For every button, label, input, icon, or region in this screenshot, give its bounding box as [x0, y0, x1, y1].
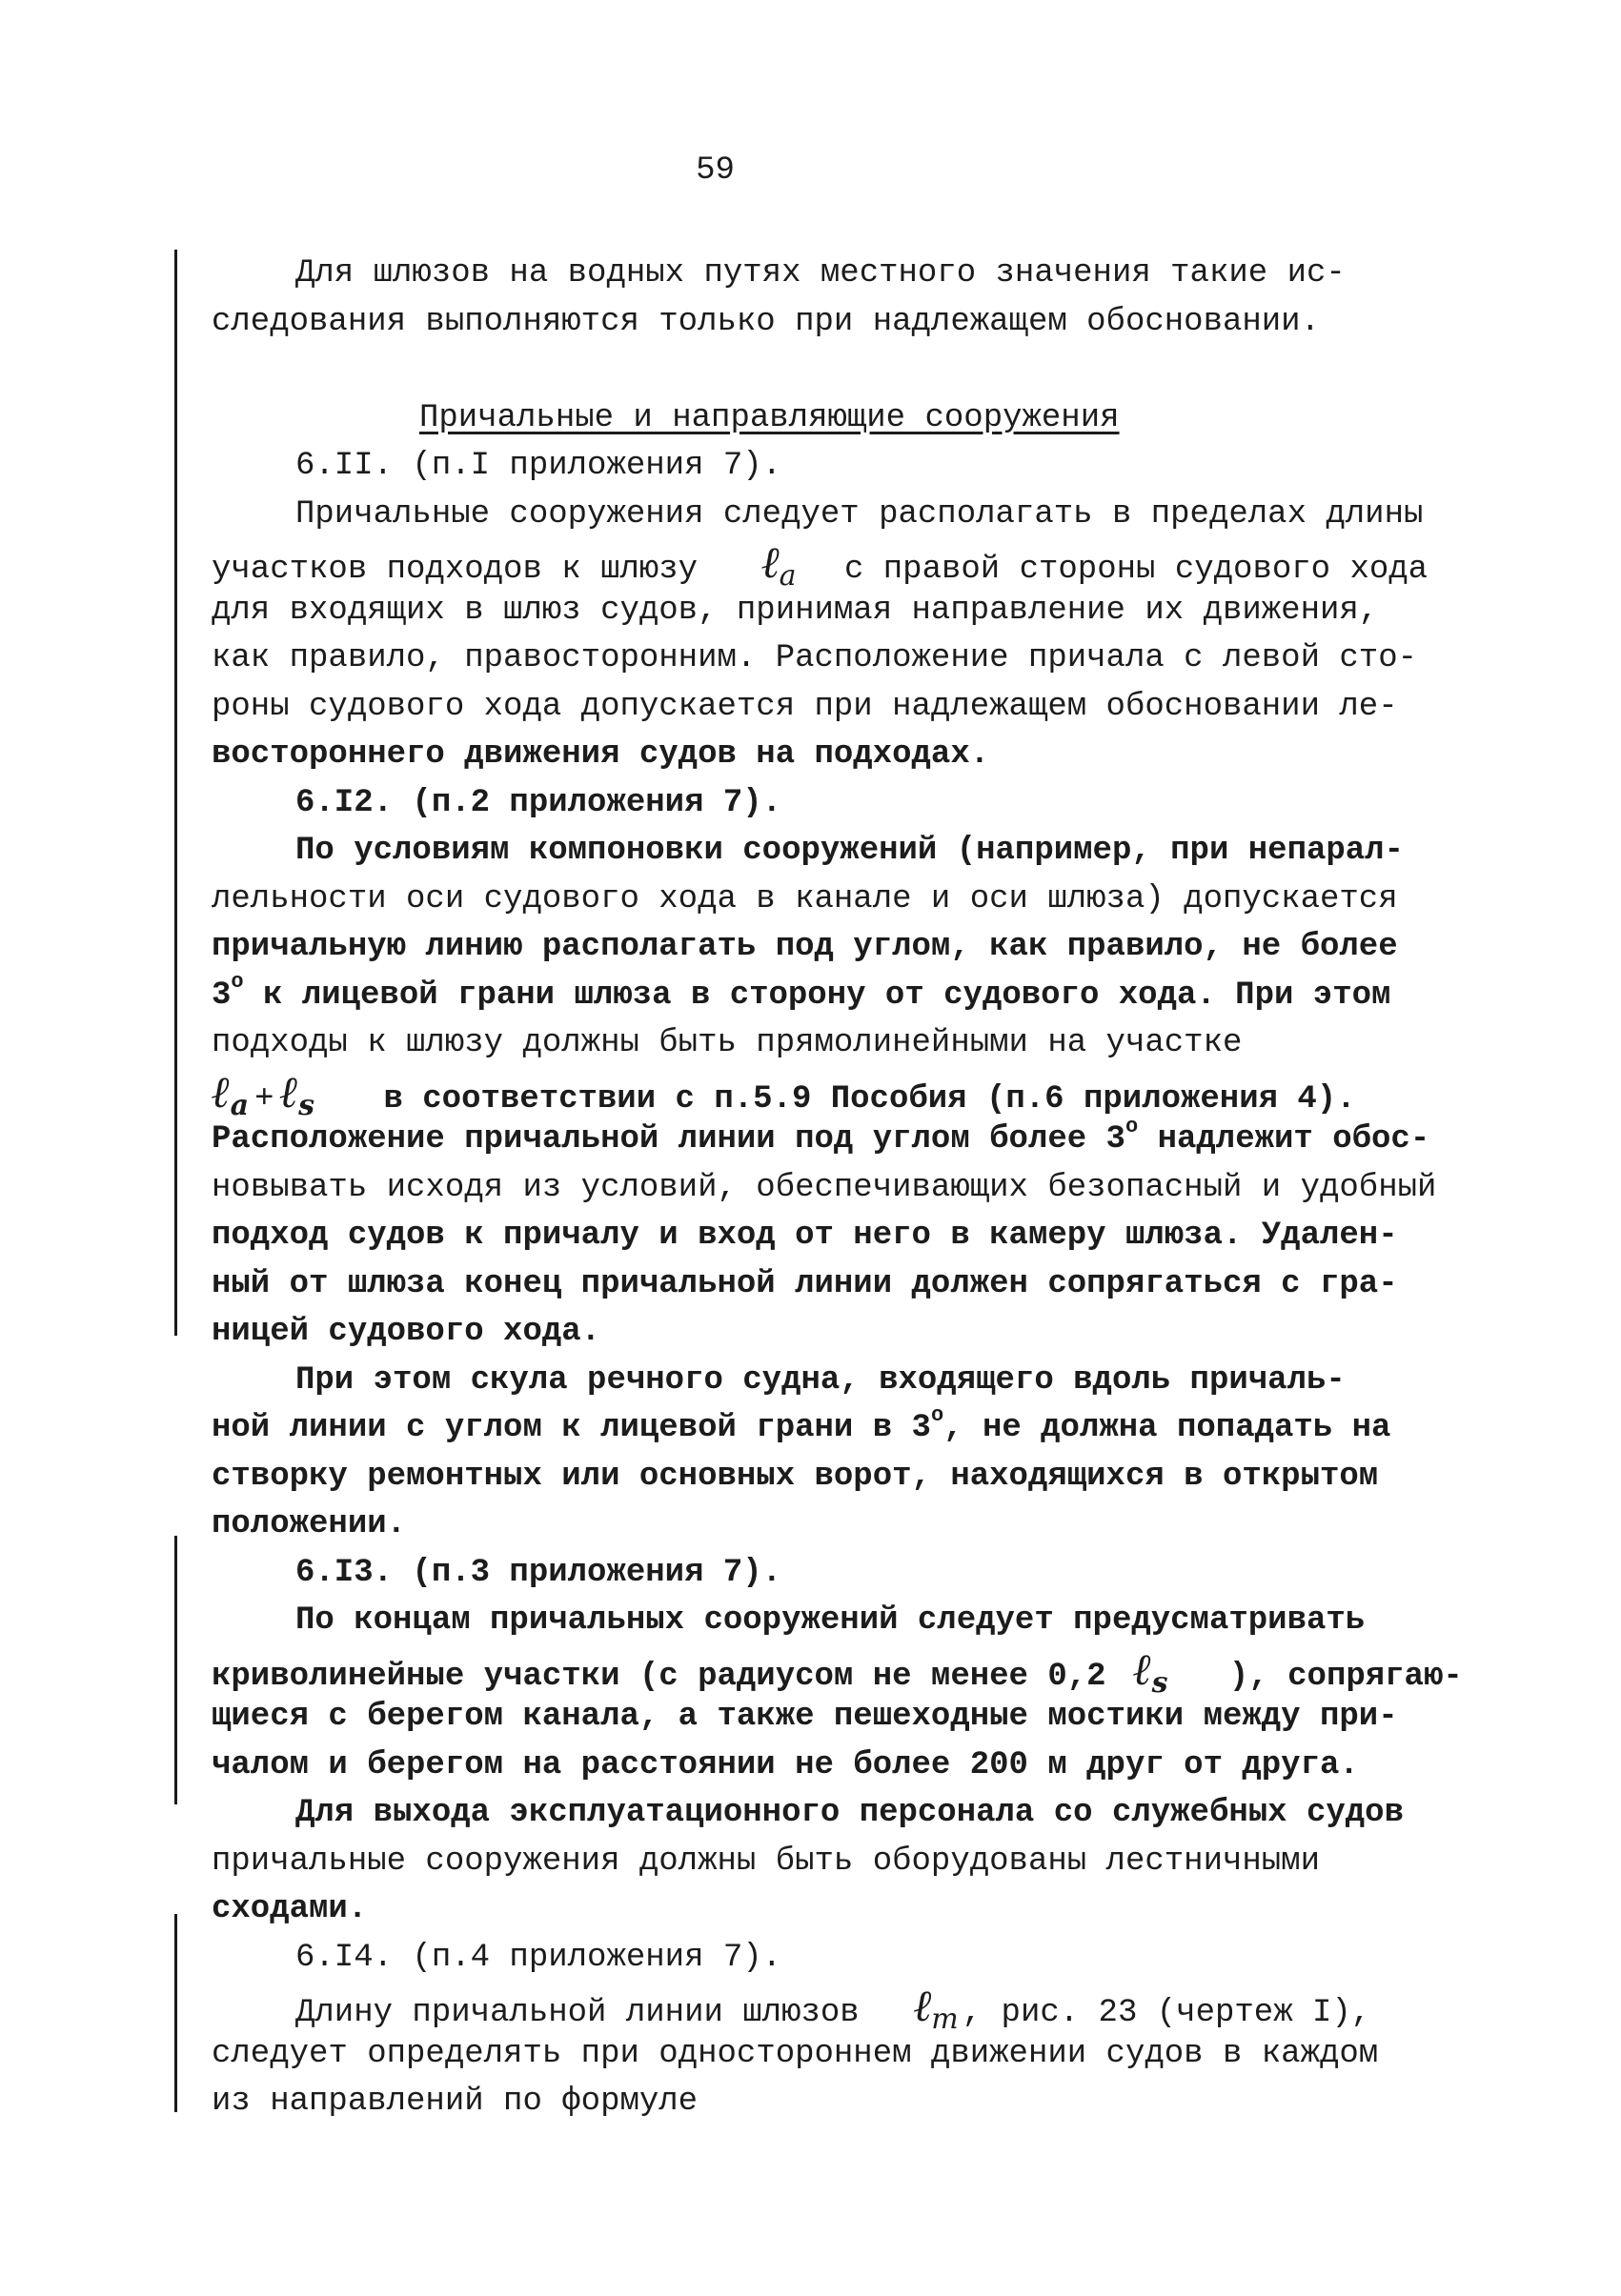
- text-line: подход судов к причалу и вход от него в камеру шлюза. Удален-: [212, 1218, 1398, 1254]
- plus-sign: +: [254, 1080, 274, 1118]
- body-text: [212, 250, 1463, 2126]
- text-fragment: надлежит обос-: [1157, 1121, 1430, 1158]
- text-line: следует определять при одностороннем движении судов в каждом: [212, 2035, 1379, 2072]
- margin-bar-1: [174, 250, 177, 1336]
- clause-heading: 6.I2. (п.2 приложения 7).: [295, 784, 782, 821]
- text-line: [212, 1404, 1450, 1453]
- text-fragment: с правой стороны судового хода: [843, 552, 1429, 588]
- subscript-s: s: [1151, 1665, 1168, 1700]
- text-line: для входящих в шлюз судов, принимая направление их движения,: [212, 592, 1379, 629]
- margin-bar-3: [174, 1914, 177, 2112]
- text-line: створку ремонтных или основных ворот, находящихся в открытом: [212, 1458, 1379, 1495]
- text-fragment: Расположение причальной линии под углом более 3: [212, 1121, 1125, 1158]
- text-line: щиеся с берегом канала, а также пешеходные мостики между при-: [212, 1699, 1398, 1735]
- text-line: из направлений по формуле: [212, 2084, 699, 2120]
- text-line: По условиям компоновки сооружений (например, при непарал-: [295, 833, 1404, 869]
- script-l: ℓ: [1132, 1642, 1152, 1695]
- text-fragment: 3: [212, 977, 232, 1014]
- text-line: По концам причальных сооружений следует предусматривать: [295, 1602, 1366, 1639]
- subscript-a: a: [779, 559, 797, 593]
- blank-line: [212, 346, 1450, 394]
- text-line: положении.: [212, 1506, 407, 1542]
- text-line: Для шлюзов на водных путях местного значения такие ис-: [295, 255, 1346, 292]
- section-heading-line: [212, 394, 1450, 443]
- text-line: [212, 1065, 1450, 1122]
- text-line: Для выхода эксплуатационного персонала со служебных судов: [295, 1795, 1404, 1831]
- text-fragment: ной линии с углом к лицевой грани в 3: [212, 1410, 931, 1446]
- text-line: [212, 536, 1450, 593]
- text-line: [212, 1116, 1450, 1164]
- script-l: ℓ: [760, 536, 780, 588]
- formula-la: [761, 538, 797, 594]
- text-line: как правило, правосторонним. Расположение причала с левой сто-: [212, 640, 1418, 676]
- text-fragment: участков подходов к шлюзу: [212, 552, 699, 588]
- text-line: сходами.: [212, 1891, 368, 1927]
- text-line: чалом и берегом на расстоянии не более 200 м друг от друга.: [212, 1746, 1359, 1783]
- text-line: [212, 1980, 1450, 2036]
- text-fragment: к лицевой грани шлюза в сторону от судового хода. При этом: [263, 977, 1391, 1014]
- text-fragment: ), сопрягаю-: [1228, 1658, 1463, 1695]
- text-line: следования выполняются только при надлежащем обосновании.: [212, 303, 1320, 340]
- script-l: ℓ: [279, 1065, 299, 1118]
- subscript-m: m: [931, 2003, 959, 2036]
- text-line: [212, 972, 1450, 1020]
- text-line: При этом скула речного судна, входящего вдоль причаль-: [295, 1361, 1346, 1399]
- script-l: ℓ: [913, 1980, 932, 2031]
- text-line: ный от шлюза конец причальной линии должен сопрягаться с гра-: [212, 1265, 1398, 1302]
- text-line: причальную линию располагать под углом, как правило, не более: [212, 929, 1398, 965]
- degree-mark: о: [231, 970, 244, 995]
- text-line: причальные сооружения должны быть оборудованы лестничными: [212, 1843, 1320, 1880]
- subscript-s: s: [298, 1088, 315, 1122]
- formula-lm: [913, 1982, 959, 2038]
- text-fragment: криволинейные участки (с радиусом не менее 0,2: [212, 1658, 1106, 1695]
- margin-bar-2: [174, 1536, 177, 1804]
- degree-mark: о: [930, 1402, 944, 1427]
- text-fragment: Длину причальной линии шлюзов: [295, 1995, 860, 2031]
- text-fragment: , не должна попадать на: [943, 1410, 1391, 1446]
- text-fragment: в соответствии с п.5.9 Пособия (п.6 приложения 4).: [383, 1080, 1356, 1118]
- clause-heading: 6.II. (п.I приложения 7).: [295, 448, 782, 484]
- text-line: лельности оси судового хода в канале и оси шлюза) допускается: [212, 880, 1398, 917]
- text-line: ницей судового хода.: [212, 1314, 601, 1350]
- text-line: новывать исходя из условий, обеспечивающих безопасный и удобный: [212, 1169, 1437, 1206]
- subscript-a: a: [230, 1088, 250, 1122]
- degree-mark: о: [1125, 1114, 1139, 1138]
- text-line: Причальные сооружения следует располагать в пределах длины: [295, 495, 1424, 533]
- clause-heading: 6.I3. (п.3 приложения 7).: [295, 1554, 782, 1591]
- text-line: востороннего движения судов на подходах.: [212, 736, 990, 773]
- text-line: роны судового хода допускается при надлежащем обосновании ле-: [212, 688, 1398, 725]
- text-line: подходы к шлюзу должны быть прямолинейными на участке: [212, 1025, 1243, 1061]
- clause-heading: 6.I4. (п.4 приложения 7).: [295, 1939, 782, 1976]
- text-fragment: , рис. 23 (чертеж I),: [962, 1995, 1371, 2031]
- text-line: [212, 1642, 1463, 1700]
- page-number: 59: [696, 152, 735, 189]
- script-l: ℓ: [212, 1065, 231, 1118]
- section-heading: Причальные и направляющие сооружения: [419, 399, 1120, 436]
